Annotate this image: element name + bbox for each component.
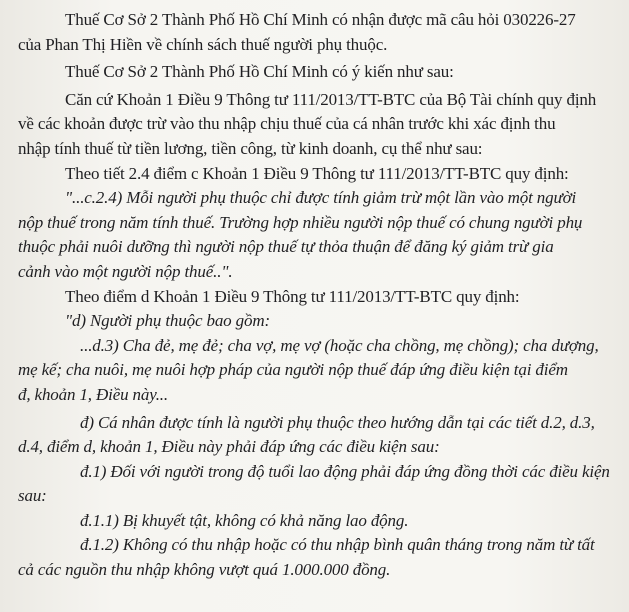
paragraph-line: Theo điểm d Khoản 1 Điều 9 Thông tư 111/2013/TT-BTC quy định:	[65, 286, 520, 306]
quote-line: cả các nguồn thu nhập không vượt quá 1.000.000 đồng.	[18, 560, 391, 580]
quote-line: đ) Cá nhân được tính là người phụ thuộc theo hướng dẫn tại các tiết d.2, d.3,	[80, 412, 595, 432]
quote-line: mẹ kế; cha nuôi, mẹ nuôi hợp pháp của người nộp thuế đáp ứng điều kiện tại điểm	[18, 360, 568, 380]
quote-line: sau:	[18, 486, 47, 506]
quote-line: thuộc phải nuôi dưỡng thì người nộp thuế tự thỏa thuận để đăng ký giảm trừ gia	[18, 237, 554, 257]
paragraph-line: Thuế Cơ Sở 2 Thành Phố Hồ Chí Minh có nhận được mã câu hỏi 030226-27	[65, 10, 576, 29]
quote-line: cảnh vào một người nộp thuế..".	[18, 261, 233, 281]
quote-line: d.4, điểm d, khoản 1, Điều này phải đáp ứng các điều kiện sau:	[18, 437, 440, 457]
paragraph-line: của Phan Thị Hiền về chính sách thuế người phụ thuộc.	[18, 34, 388, 54]
quote-line: đ.1.1) Bị khuyết tật, không có khả năng lao động.	[80, 510, 409, 530]
paragraph-line: Thuế Cơ Sở 2 Thành Phố Hồ Chí Minh có ý kiến như sau:	[65, 62, 454, 82]
quote-line: đ.1) Đối với người trong độ tuổi lao động phải đáp ứng đồng thời các điều kiện	[80, 461, 610, 481]
quote-line: đ, khoản 1, Điều này...	[18, 384, 168, 404]
paragraph-line: về các khoản được trừ vào thu nhập chịu thuế của cá nhân trước khi xác định thu	[18, 114, 556, 134]
quote-line: nộp thuế trong năm tính thuế. Trường hợp nhiều người nộp thuế có chung người phụ	[18, 212, 583, 232]
quote-line: "d) Người phụ thuộc bao gồm:	[65, 311, 270, 331]
paragraph-line: nhập tính thuế từ tiền lương, tiền công, từ kinh doanh, cụ thể như sau:	[18, 138, 483, 158]
quote-line: "...c.2.4) Mỗi người phụ thuộc chỉ được tính giảm trừ một lần vào một người	[65, 188, 577, 208]
paragraph-line: Căn cứ Khoản 1 Điều 9 Thông tư 111/2013/TT-BTC của Bộ Tài chính quy định	[65, 89, 597, 109]
quote-line: ...d.3) Cha đẻ, mẹ đẻ; cha vợ, mẹ vợ (hoặc cha chồng, mẹ chồng); cha dượng,	[80, 335, 599, 355]
paragraph-line: Theo tiết 2.4 điểm c Khoản 1 Điều 9 Thông tư 111/2013/TT-BTC quy định:	[65, 163, 569, 183]
quote-line: đ.1.2) Không có thu nhập hoặc có thu nhập bình quân tháng trong năm từ tất	[80, 535, 595, 555]
